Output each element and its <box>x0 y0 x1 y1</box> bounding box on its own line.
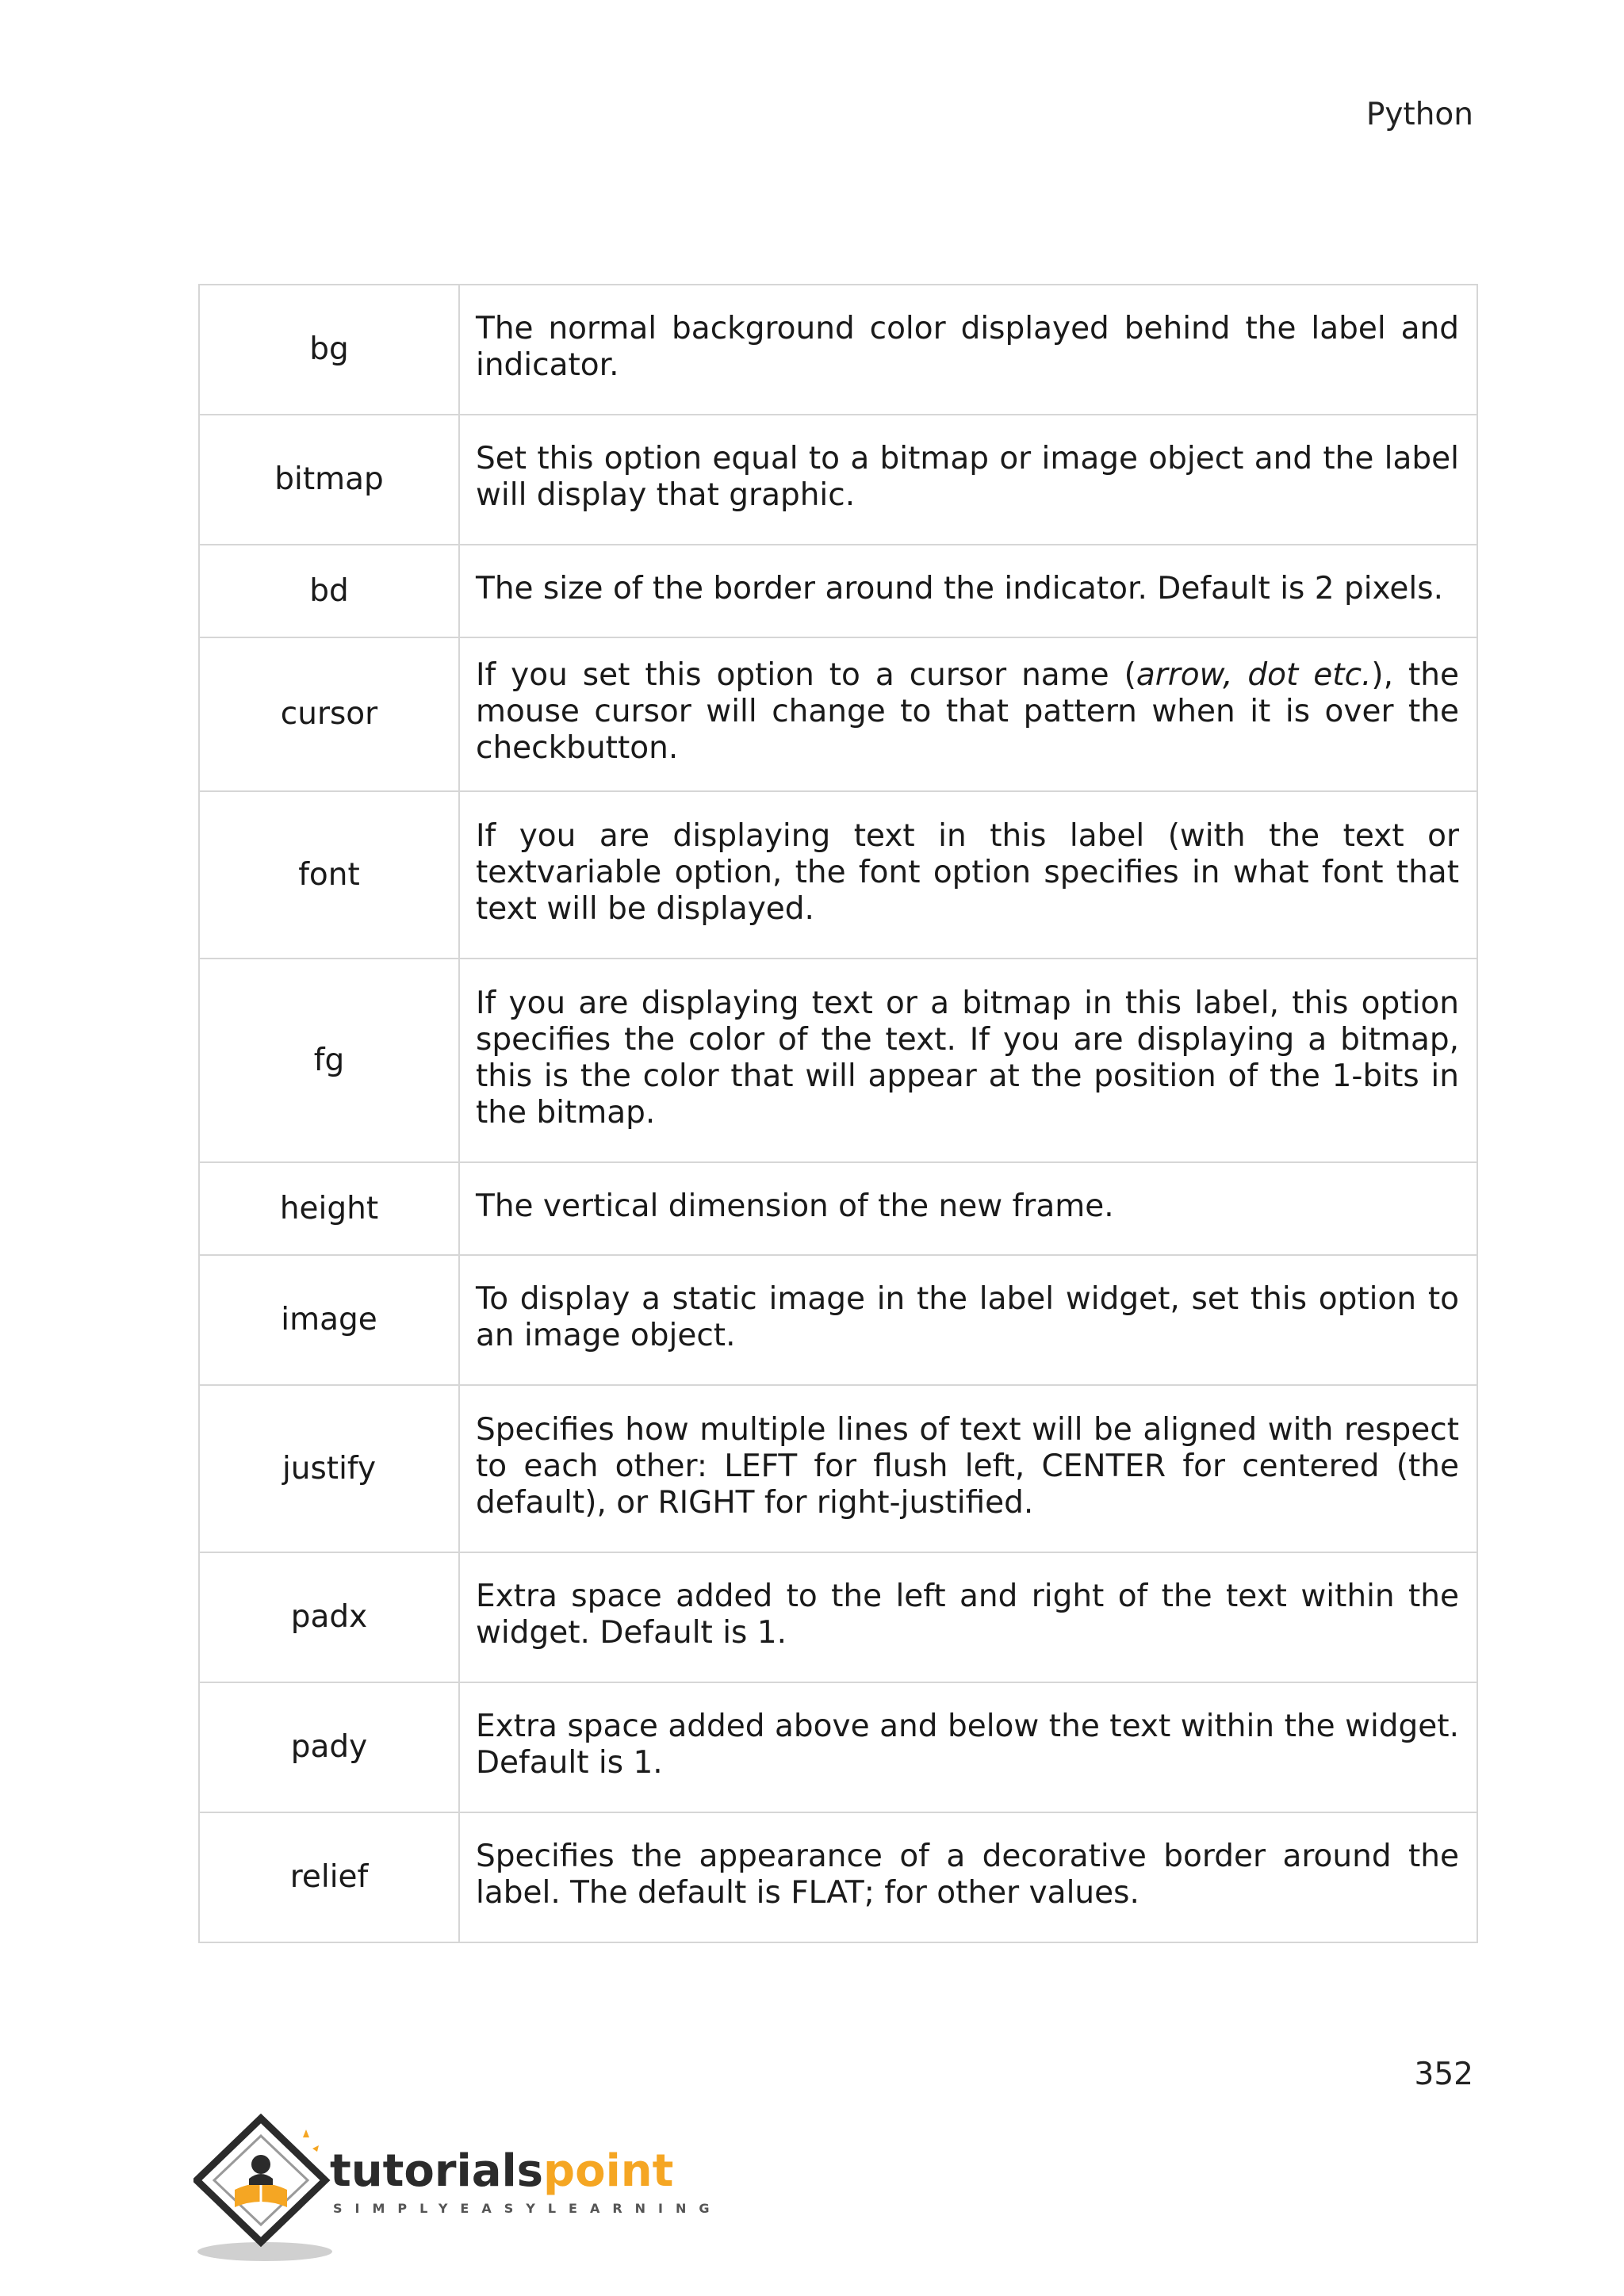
option-name: padx <box>199 1552 459 1682</box>
option-description: The vertical dimension of the new frame. <box>459 1162 1477 1255</box>
option-name: fg <box>199 959 459 1162</box>
table-row <box>199 285 1477 415</box>
option-name: relief <box>199 1812 459 1942</box>
option-description: To display a static image in the label widget, set this option to an image object. <box>459 1255 1477 1385</box>
option-description <box>459 637 1477 791</box>
logo-wordmark <box>330 2145 673 2197</box>
option-name: font <box>199 791 459 959</box>
table-row <box>199 959 1477 1162</box>
logo-word-point: point <box>543 2145 674 2197</box>
option-description: The size of the border around the indicator. Default is 2 pixels. <box>459 545 1477 637</box>
table-row <box>199 415 1477 545</box>
desc-emphasis: arrow, dot etc. <box>1136 657 1372 693</box>
table-row <box>199 1385 1477 1552</box>
option-description: Extra space added above and below the text within the widget. Default is 1. <box>459 1682 1477 1812</box>
table-row <box>199 1682 1477 1812</box>
option-description: If you are displaying text in this label (with the text or textvariable option, the font option specifies in what font that text will be displayed. <box>459 791 1477 959</box>
running-header: Python <box>1365 97 1473 132</box>
logo-diamond-icon <box>193 2114 336 2264</box>
page-number: 352 <box>1414 2057 1473 2092</box>
table-row <box>199 1255 1477 1385</box>
option-name: bg <box>199 285 459 415</box>
desc-text: If you set this option to a cursor name ( <box>476 657 1136 693</box>
option-description: Specifies the appearance of a decorative border around the label. The default is FLAT; for other values. <box>459 1812 1477 1942</box>
option-description: Specifies how multiple lines of text will be aligned with respect to each other: LEFT for flush left, CENTER for centered (the default), or RIGHT for right-justified. <box>459 1385 1477 1552</box>
option-name: height <box>199 1162 459 1255</box>
options-table <box>198 284 1478 1943</box>
desc-text: ), the mouse cursor will change to that pattern when it is over the checkbutton. <box>476 657 1459 766</box>
option-description: Set this option equal to a bitmap or image object and the label will display that graphic. <box>459 415 1477 545</box>
table-row <box>199 637 1477 791</box>
option-description: Extra space added to the left and right of the text within the widget. Default is 1. <box>459 1552 1477 1682</box>
logo-word-tutorials: tutorials <box>330 2145 544 2197</box>
option-name: bd <box>199 545 459 637</box>
tutorialspoint-logo <box>193 2114 722 2264</box>
option-name: image <box>199 1255 459 1385</box>
table-row <box>199 1812 1477 1942</box>
option-name: bitmap <box>199 415 459 545</box>
option-name: justify <box>199 1385 459 1552</box>
table-row <box>199 1162 1477 1255</box>
table-row <box>199 791 1477 959</box>
option-description: The normal background color displayed behind the label and indicator. <box>459 285 1477 415</box>
option-description: If you are displaying text or a bitmap in this label, this option specifies the color of the text. If you are displaying a bitmap, this is the color that will appear at the position of the 1-bits in the bitmap. <box>459 959 1477 1162</box>
logo-tagline: SIMPLYEASYLEARNING <box>333 2201 722 2216</box>
option-name: cursor <box>199 637 459 791</box>
option-name: pady <box>199 1682 459 1812</box>
table-row <box>199 1552 1477 1682</box>
table-row <box>199 545 1477 637</box>
